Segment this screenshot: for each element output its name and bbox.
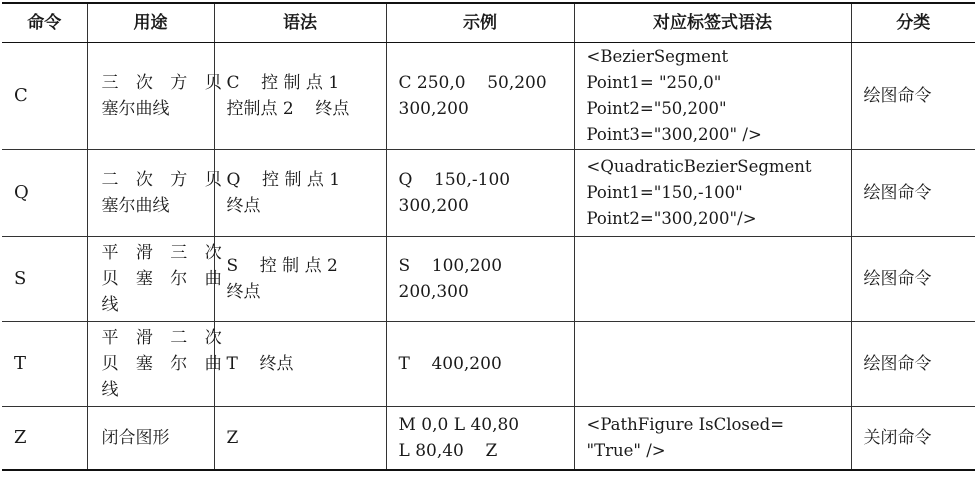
example-line: 200,300: [398, 282, 469, 302]
markup-line: <BezierSegment: [586, 47, 729, 66]
header-row: [2, 3, 975, 43]
table-row: [2, 237, 975, 322]
usage-line: 线: [101, 295, 125, 315]
syntax-line: 终点: [226, 282, 261, 302]
header-category: 分类: [851, 3, 975, 43]
usage-line: 平 滑 二 次: [101, 328, 228, 348]
cell-command: T: [2, 322, 87, 407]
markup-line: Point1= "250,0": [586, 73, 722, 92]
example-line: C 250,0 50,200: [398, 73, 547, 93]
example-line: 300,200: [398, 99, 469, 119]
markup-line: Point2="50,200": [586, 99, 727, 118]
cell-usage: [87, 322, 228, 407]
cell-command: S: [2, 237, 87, 322]
cell-markup-syntax-empty: [574, 237, 851, 322]
syntax-line: 控制点 2 终点: [226, 99, 350, 119]
usage-line: 塞尔曲线: [101, 196, 170, 216]
usage-line: 线: [101, 380, 125, 400]
table-row: [2, 43, 975, 150]
markup-line: "True" />: [586, 441, 666, 460]
table-row: [2, 407, 975, 471]
header-usage: 用途: [87, 3, 214, 43]
usage-line: 塞尔曲线: [101, 99, 170, 119]
cell-example: [386, 237, 574, 322]
cell-usage: [87, 407, 214, 471]
path-command-table: [2, 2, 975, 471]
syntax-line: T 终点: [226, 354, 294, 374]
cell-usage: [87, 150, 228, 237]
cell-category: 绘图命令: [851, 43, 975, 150]
cell-category: 关闭命令: [851, 407, 975, 471]
cell-command: Z: [2, 407, 87, 471]
syntax-line: S 控 制 点 2: [226, 256, 338, 276]
usage-line: 贝 塞 尔 曲: [101, 269, 228, 289]
usage-line: 二 次 方 贝: [101, 170, 228, 190]
cell-markup-syntax: [574, 407, 851, 471]
header-markup-syntax: 对应标签式语法: [574, 3, 851, 43]
path-command-table-container: [2, 2, 975, 471]
cell-example: [386, 43, 574, 150]
syntax-line: C 控 制 点 1: [226, 73, 340, 93]
cell-command: Q: [2, 150, 87, 237]
example-line: M 0,0 L 40,80: [398, 415, 520, 435]
cell-command: C: [2, 43, 87, 150]
cell-category: 绘图命令: [851, 322, 975, 407]
markup-line: Point2="300,200"/>: [586, 209, 757, 228]
cell-usage: [87, 43, 228, 150]
header-command: 命令: [2, 3, 87, 43]
table-row: [2, 322, 975, 407]
syntax-line: Z: [226, 428, 239, 448]
markup-line: Point3="300,200" />: [586, 125, 762, 144]
markup-line: <QuadraticBezierSegment: [586, 157, 812, 176]
cell-markup-syntax: [574, 43, 851, 150]
usage-line: 贝 塞 尔 曲: [101, 354, 228, 374]
usage-line: 平 滑 三 次: [101, 243, 228, 263]
header-syntax: 语法: [214, 3, 386, 43]
cell-usage: [87, 237, 228, 322]
cell-markup-syntax: [574, 150, 851, 237]
cell-syntax: [214, 322, 386, 407]
example-line: L 80,40 Z: [398, 441, 498, 461]
markup-line: <PathFigure IsClosed=: [586, 415, 785, 434]
cell-example: [386, 322, 574, 407]
cell-syntax: [214, 237, 386, 322]
usage-line: 闭合图形: [101, 428, 170, 448]
example-line: 300,200: [398, 196, 469, 216]
cell-category: 绘图命令: [851, 150, 975, 237]
cell-markup-syntax-empty: [574, 322, 851, 407]
cell-example: [386, 150, 574, 237]
cell-syntax: [214, 407, 386, 471]
cell-example: [386, 407, 574, 471]
markup-line: Point1="150,-100": [586, 183, 743, 202]
example-line: T 400,200: [398, 354, 502, 374]
header-example: 示例: [386, 3, 574, 43]
cell-category: 绘图命令: [851, 237, 975, 322]
usage-line: 三 次 方 贝: [101, 73, 228, 93]
example-line: Q 150,-100: [398, 170, 511, 190]
cell-syntax: [214, 150, 386, 237]
syntax-line: 终点: [226, 196, 261, 216]
cell-syntax: [214, 43, 386, 150]
example-line: S 100,200: [398, 256, 503, 276]
syntax-line: Q 控 制 点 1: [226, 170, 341, 190]
table-row: [2, 150, 975, 237]
